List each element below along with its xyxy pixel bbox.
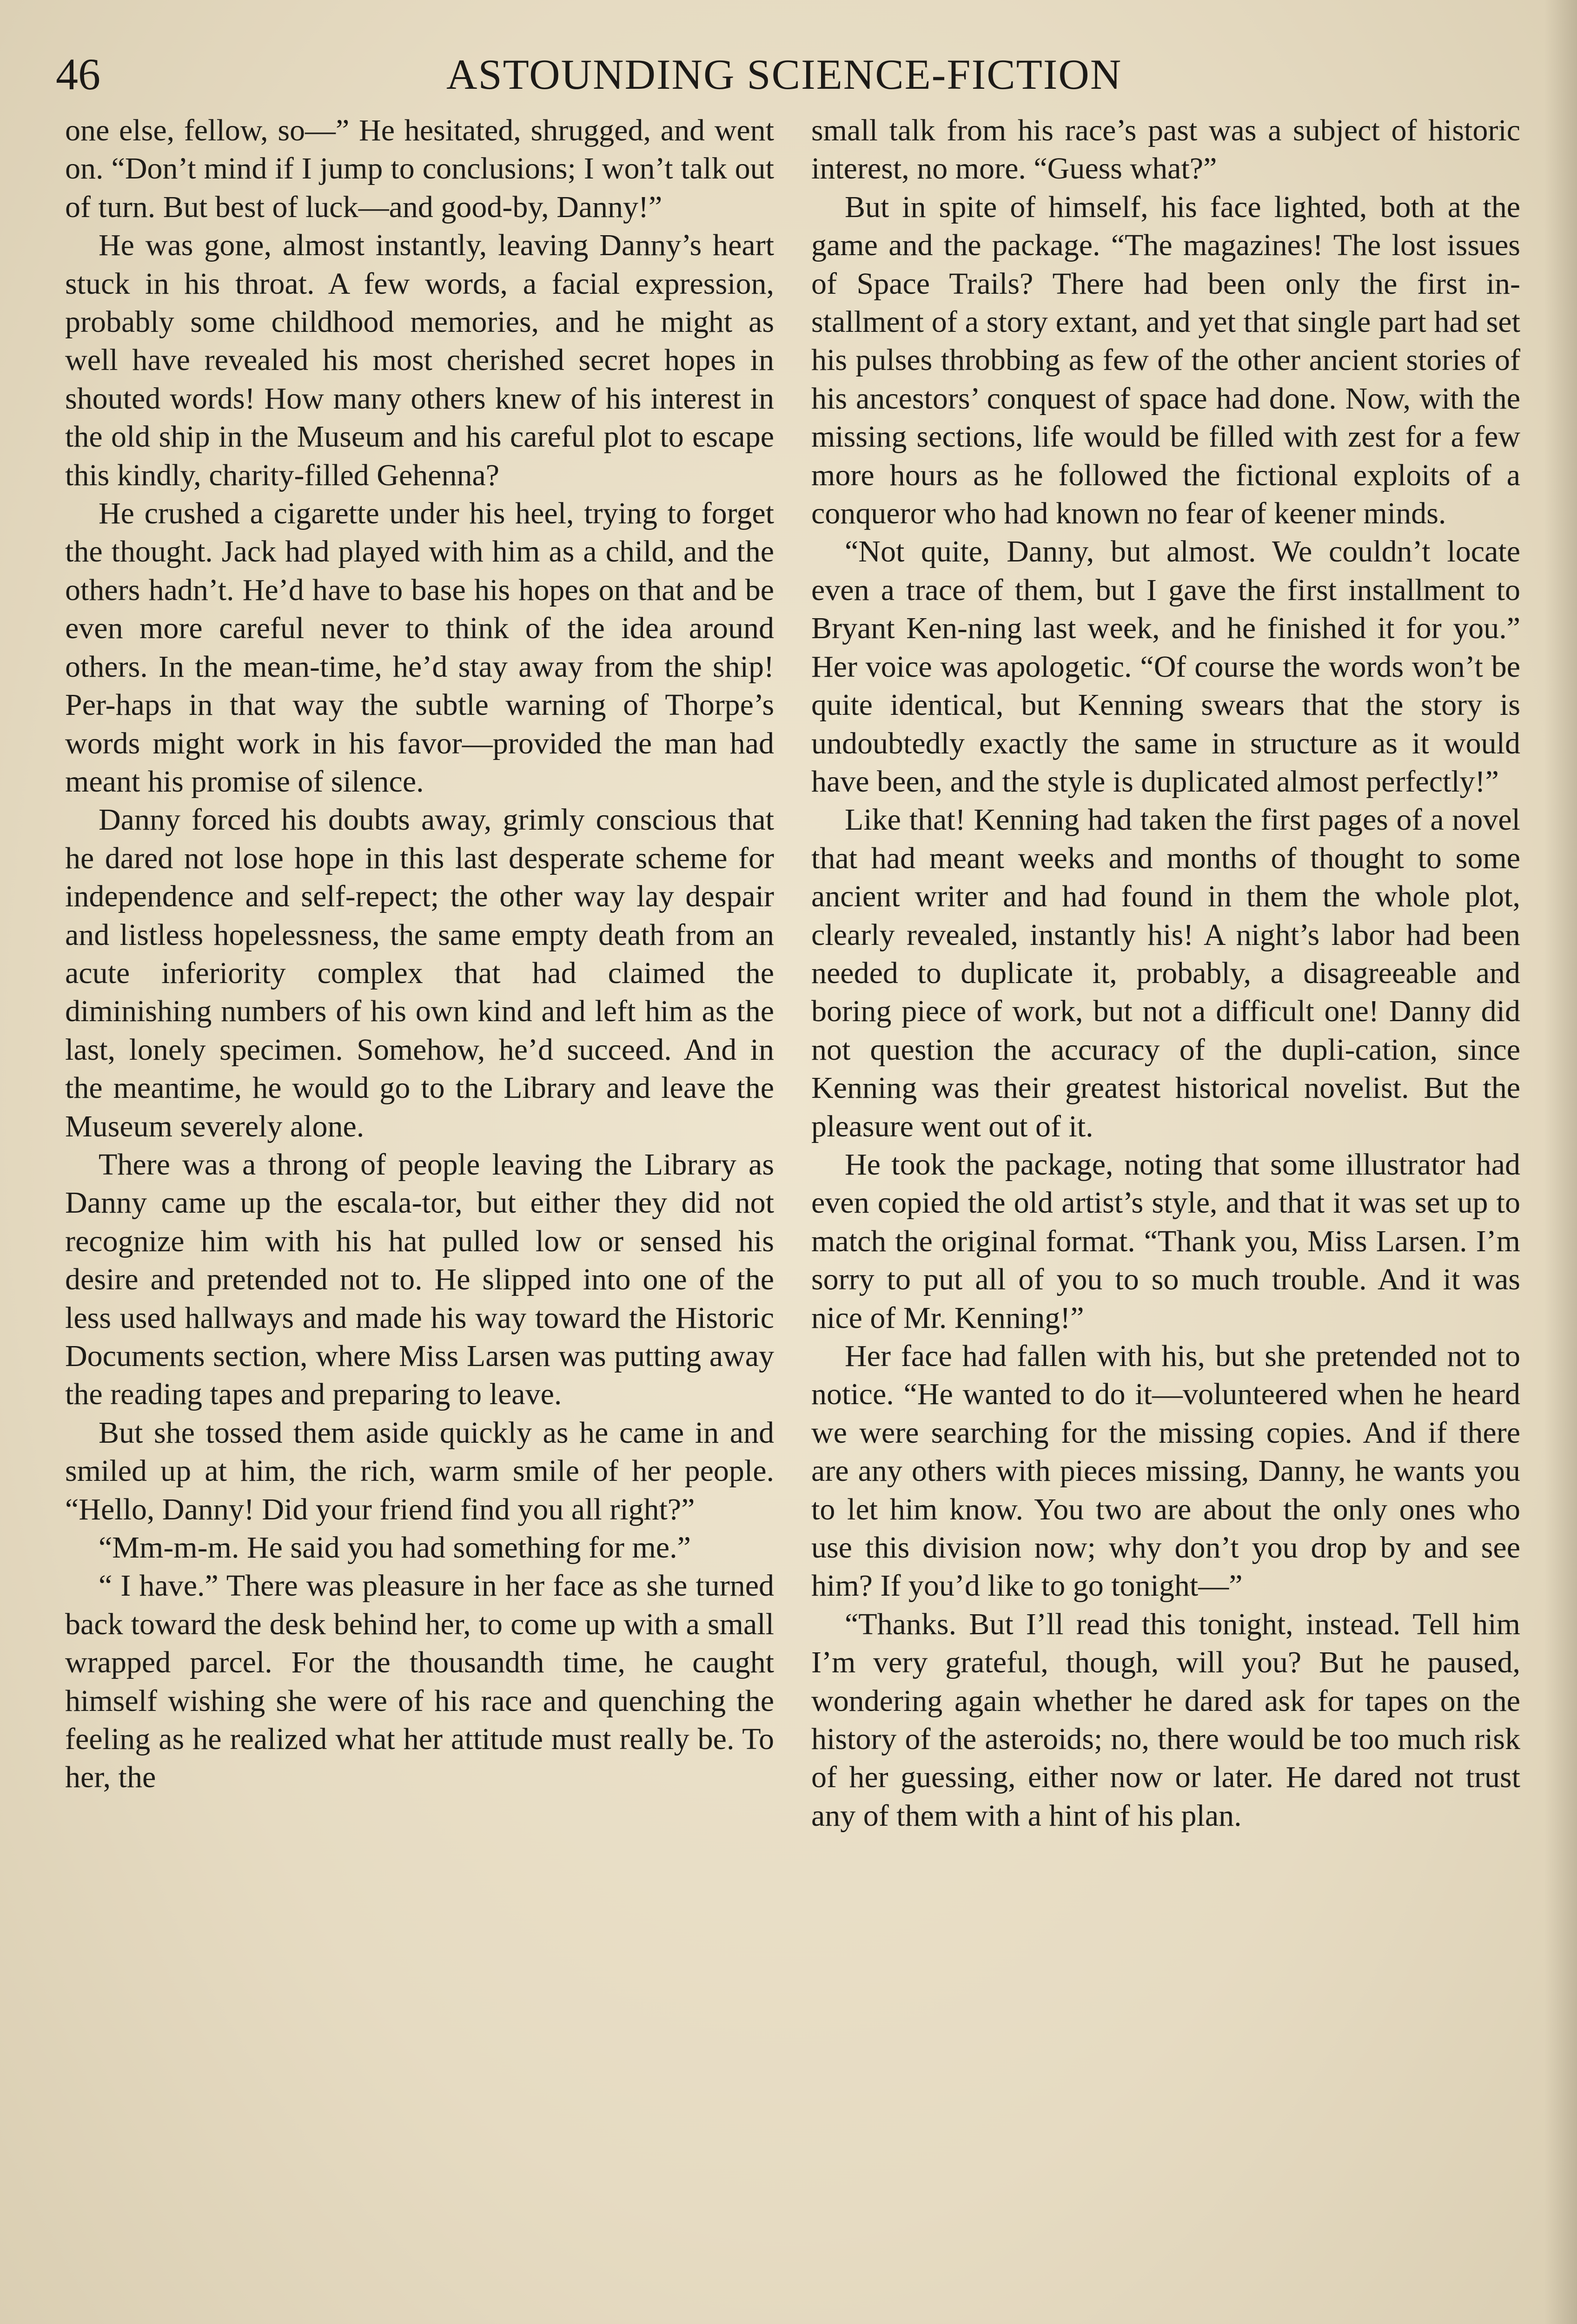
paragraph: He was gone, almost instantly, leaving Danny’s heart stuck in his throat. A few words, a facial expression, probably some childhood memories, and he might as well have revealed his most cherished secret hopes in shouted words! How many others knew of his interest in the old ship in the Museum and his careful plot to escape this kindly, charity-filled Gehenna? <box>65 228 774 492</box>
paragraph: “Mm-m-m. He said you had something for me.” <box>99 1531 691 1565</box>
paragraph: He took the package, noting that some illustrator had even copied the old artist’s style, and that it was set up to match the original format. “Thank you, Miss Larsen. I’m sorry to put all of you to so much trouble. And it was nice of Mr. Kenning!” <box>811 1147 1520 1335</box>
page-header <box>56 44 1516 105</box>
right-text-column <box>811 112 1520 2324</box>
paragraph: He crushed a cigarette under his heel, trying to forget the thought. Jack had played with him as a child, and the others hadn’t. He’d have to base his hopes on that and be even more careful never to think of the idea around others. In the mean-time, he’d stay away from the ship! Per-haps in that way the subtle warning of Thorpe’s words might work in his favor—provided the man had meant his promise of silence. <box>65 496 774 799</box>
paragraph: Her face had fallen with his, but she pretended not to notice. “He wanted to do it—volunteered when he heard we were searching for the missing copies. And if there are any others with pieces missing, Danny, he wants you to let him know. You two are about the only ones who use this division now; why don’t you drop by and see him? If you’d like to go tonight—” <box>811 1339 1520 1603</box>
paragraph: Danny forced his doubts away, grimly conscious that he dared not lose hope in this last desperate scheme for independence and self-repect; the other way lay despair and listless hopelessness, the same empty death from an acute inferiority complex that had claimed the diminishing numbers of his own kind and left him as the last, lonely specimen. Somehow, he’d succeed. And in the meantime, he would go to the Library and leave the Museum severely alone. <box>65 803 774 1143</box>
paragraph: “ I have.” There was pleasure in her face as she turned back toward the desk behind her, to come up with a small wrapped parcel. For the thousandth time, he caught himself wishing she were of his race and quenching the feeling as he realized what her attitude must really be. To her, the <box>65 1569 774 1795</box>
left-text-column <box>65 112 774 2324</box>
paragraph: Like that! Kenning had taken the first pages of a novel that had meant weeks and months of thought to some ancient writer and had found in them the whole plot, clearly revealed, instantly his! A night’s labor had been needed to duplicate it, probably, a disagreeable and boring piece of work, but not a difficult one! Danny did not question the accuracy of the dupli-cation, since Kenning was their greatest historical novelist. But the pleasure went out of it. <box>811 803 1520 1143</box>
paragraph: “Not quite, Danny, but almost. We couldn’t locate even a trace of them, but I gave the first installment to Bryant Ken-ning last week, and he finished it for you.” Her voice was apologetic. “Of course the words won’t be quite identical, but Kenning swears that the story is undoubtedly exactly the same in structure as it would have been, and the style is duplicated almost perfectly!” <box>811 535 1520 799</box>
paragraph: But she tossed them aside quickly as he came in and smiled up at him, the rich, warm smile of her people. “Hello, Danny! Did your friend find you all right?” <box>65 1415 774 1526</box>
paragraph: “Thanks. But I’ll read this tonight, instead. Tell him I’m very grateful, though, will you? But he paused, wondering again whether he dared ask for tapes on the history of the asteroids; no, there would be too much risk of her guessing, either now or later. He dared not trust any of them with a hint of his plan. <box>811 1607 1520 1833</box>
paragraph: small talk from his race’s past was a subject of historic interest, no more. “Guess what?” <box>811 113 1520 186</box>
paragraph: But in spite of himself, his face lighted, both at the game and the package. “The magazines! The lost issues of Space Trails? There had been only the first in-stallment of a story extant, and yet that single part had set his pulses throbbing as few of the other ancient stories of his ancestors’ conquest of space had done. Now, with the missing sections, life would be filled with zest for a few more hours as he followed the fictional exploits of a conqueror who had known no fear of keener minds. <box>811 190 1520 531</box>
magazine-title: ASTOUNDING SCIENCE-FICTION <box>446 51 1122 98</box>
page-number: 46 <box>56 49 100 99</box>
page-edge-shadow <box>1544 0 1577 2324</box>
paragraph: one else, fellow, so—” He hesitated, shrugged, and went on. “Don’t mind if I jump to conclusions; I won’t talk out of turn. But best of luck—and good-by, Danny!” <box>65 113 774 224</box>
paragraph: There was a throng of people leaving the Library as Danny came up the escala-tor, but either they did not recognize him with his hat pulled low or sensed his desire and pretended not to. He slipped into one of the less used hallways and made his way toward the Historic Documents section, where Miss Larsen was putting away the reading tapes and preparing to leave. <box>65 1147 774 1412</box>
